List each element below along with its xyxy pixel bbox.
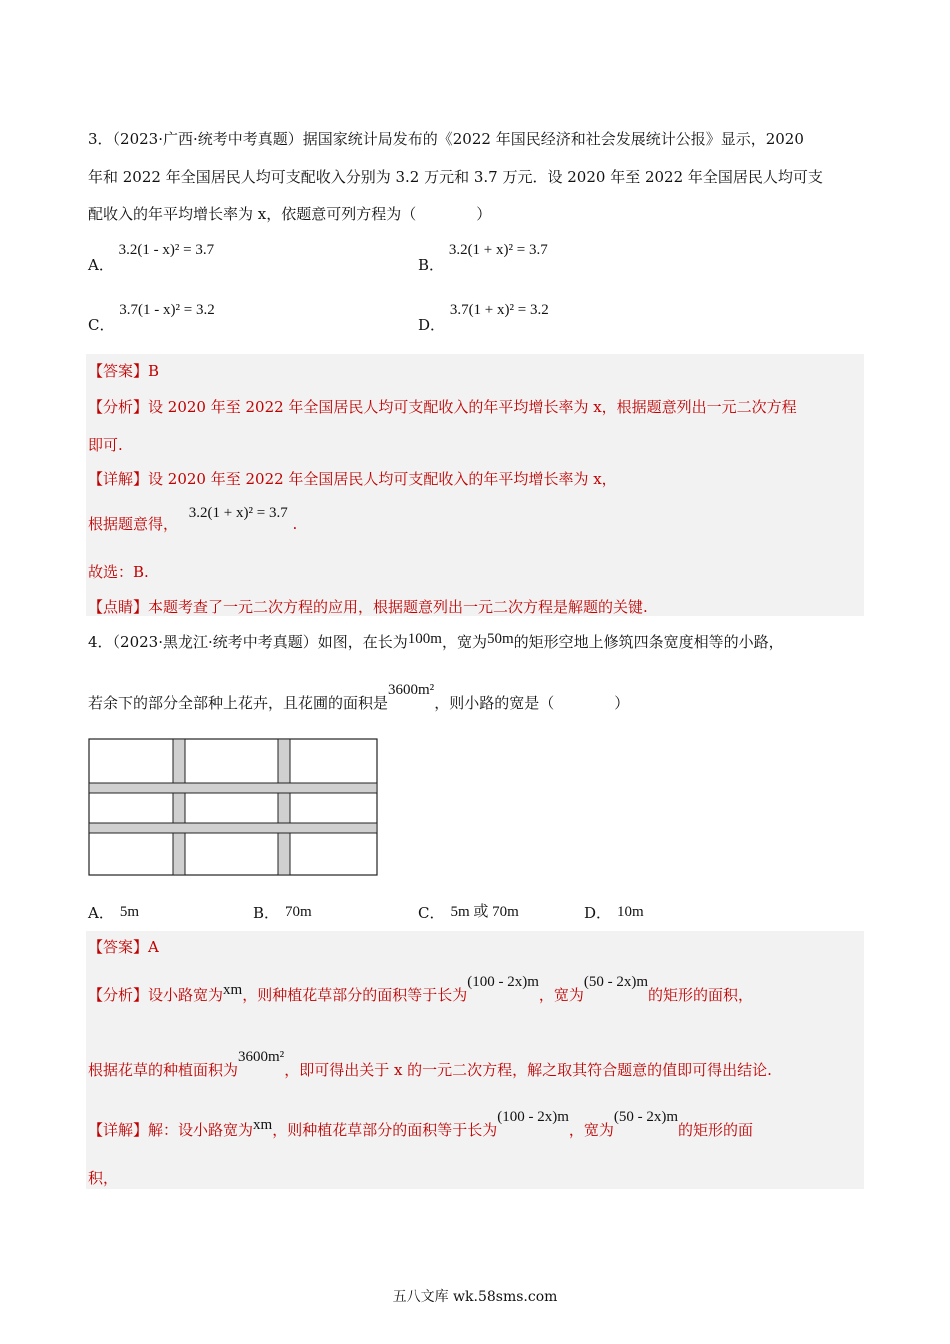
q3-comment: [88, 596, 648, 617]
q3-detail-line-2: [88, 505, 298, 534]
q4-option-b: [253, 900, 312, 921]
q4-stem-line-2: [88, 682, 630, 713]
analysis-text: 的矩形的面积，: [648, 986, 754, 1004]
detail-text: 解：设小路宽为: [148, 1121, 254, 1139]
detail-end: .: [292, 515, 298, 533]
answer-tag: 【答案】: [88, 938, 149, 956]
q3-stem-line-2: 年和 2022 年全国居民人均可支配收入分别为 3.2 万元和 3.7 万元．设 2020 年至 2022 年全国居民人均可支: [88, 168, 823, 186]
detail-text: 的矩形的面: [678, 1121, 754, 1139]
q3-stem-line-1: 3．（2023·广西·统考中考真题）据国家统计局发布的《2022 年国民经济和社会发展统计公报》显示，2020: [88, 130, 804, 148]
short-side-expr: (50 - 2x)m: [613, 1109, 679, 1125]
horizontal-path-2: [89, 823, 377, 833]
q3-choice: 故选：B.: [88, 563, 149, 581]
analysis-text: ，宽为: [538, 986, 584, 1004]
vertical-path-1: [173, 739, 185, 875]
path-crossing: [174, 784, 184, 792]
garden-path-figure: [88, 738, 380, 878]
detail-prefix: 根据题意得，: [88, 515, 179, 533]
option-formula: 3.2(1 + x)² = 3.7: [448, 242, 548, 258]
long-side-expr: (100 - 2x)m: [497, 1109, 569, 1125]
path-width-var: xm: [223, 982, 243, 998]
q4-detail-line-2: 积，: [88, 1169, 119, 1187]
analysis-text: ，即可得出关于 x 的一元二次方程，解之取其符合题意的值即可得出结论.: [284, 1061, 772, 1079]
width-value: 50m: [486, 631, 514, 647]
long-side-expr: (100 - 2x)m: [467, 974, 539, 990]
short-side-expr: (50 - 2x)m: [583, 974, 649, 990]
q3-option-b: [418, 238, 548, 274]
q4-answer: [88, 936, 159, 957]
option-formula: 3.2(1 - x)² = 3.7: [118, 242, 215, 258]
q3-stem-line-3: 配收入的年平均增长率为 x，依题意可列方程为（ ）: [88, 205, 492, 223]
q4-option-d: [584, 900, 644, 921]
q4-detail-line-1: [88, 1109, 754, 1140]
analysis-text: 根据花草的种植面积为: [88, 1061, 239, 1079]
length-value: 100m: [407, 631, 442, 647]
horizontal-path-1: [89, 783, 377, 793]
stem-text: 4．（2023·黑龙江·统考中考真题）如图，在长为: [88, 633, 408, 651]
garden-outer-border: [89, 739, 377, 875]
detail-tag: 【详解】: [88, 470, 149, 488]
analysis-text: 设 2020 年至 2022 年全国居民人均可支配收入的年平均增长率为 x，根据题意列出一元二次方程: [148, 398, 797, 416]
option-label: B．: [418, 256, 445, 274]
q4-option-c: [418, 900, 519, 921]
q3-option-c: [88, 298, 215, 334]
q3-analysis-line-2: 即可.: [88, 436, 123, 454]
stem-text: ，宽为: [441, 633, 487, 651]
option-formula: 3.7(1 - x)² = 3.2: [119, 302, 215, 318]
answer-value: A: [148, 938, 159, 956]
analysis-tag: 【分析】: [88, 986, 149, 1004]
area-value: 3600m²: [388, 682, 435, 698]
detail-text: ，则种植花草部分的面积等于长为: [272, 1121, 498, 1139]
q4-option-a: [88, 900, 139, 921]
q3-option-a: [88, 238, 215, 274]
q3-detail-line-1: [88, 468, 617, 489]
option-value: 10m: [617, 904, 644, 920]
option-label: C．: [88, 316, 115, 334]
option-label: D．: [584, 904, 612, 922]
option-value: 5m 或 70m: [450, 904, 519, 920]
option-label: B．: [253, 904, 280, 922]
comment-text: 本题考查了一元二次方程的应用，根据题意列出一元二次方程是解题的关键.: [148, 598, 648, 616]
q3-option-d: [418, 298, 549, 334]
option-label: A．: [88, 904, 114, 922]
option-label: A．: [88, 256, 114, 274]
analysis-text: ，则种植花草部分的面积等于长为: [242, 986, 468, 1004]
analysis-tag: 【分析】: [88, 398, 149, 416]
comment-tag: 【点睛】: [88, 598, 149, 616]
path-crossing: [279, 824, 289, 832]
option-label: D．: [418, 316, 446, 334]
option-value: 5m: [119, 904, 140, 920]
q4-analysis-line-2: [88, 1049, 772, 1080]
analysis-text: 设小路宽为: [148, 986, 224, 1004]
q3-answer: [88, 360, 159, 381]
stem-text: 若余下的部分全部种上花卉，且花圃的面积是: [88, 694, 389, 712]
detail-formula: 3.2(1 + x)² = 3.7: [188, 505, 288, 521]
q4-stem-line-1: [88, 631, 784, 652]
flower-area-value: 3600m²: [238, 1049, 285, 1065]
option-formula: 3.7(1 + x)² = 3.2: [449, 302, 549, 318]
q3-analysis-line-1: [88, 396, 797, 417]
path-crossing: [279, 784, 289, 792]
detail-text: ，宽为: [568, 1121, 614, 1139]
stem-text: ，则小路的宽是（ ）: [434, 694, 630, 712]
answer-value: B: [148, 362, 160, 380]
detail-text: 设 2020 年至 2022 年全国居民人均可支配收入的年平均增长率为 x，: [148, 470, 617, 488]
path-crossing: [174, 824, 184, 832]
footer-watermark: 五八文库 wk.58sms.com: [392, 1289, 558, 1305]
q4-analysis-line-1: [88, 974, 754, 1005]
option-value: 70m: [285, 904, 312, 920]
answer-tag: 【答案】: [88, 362, 149, 380]
path-width-var: xm: [253, 1117, 273, 1133]
vertical-path-2: [278, 739, 290, 875]
option-label: C．: [418, 904, 445, 922]
detail-tag: 【详解】: [88, 1121, 149, 1139]
stem-text: 的矩形空地上修筑四条宽度相等的小路，: [513, 633, 784, 651]
